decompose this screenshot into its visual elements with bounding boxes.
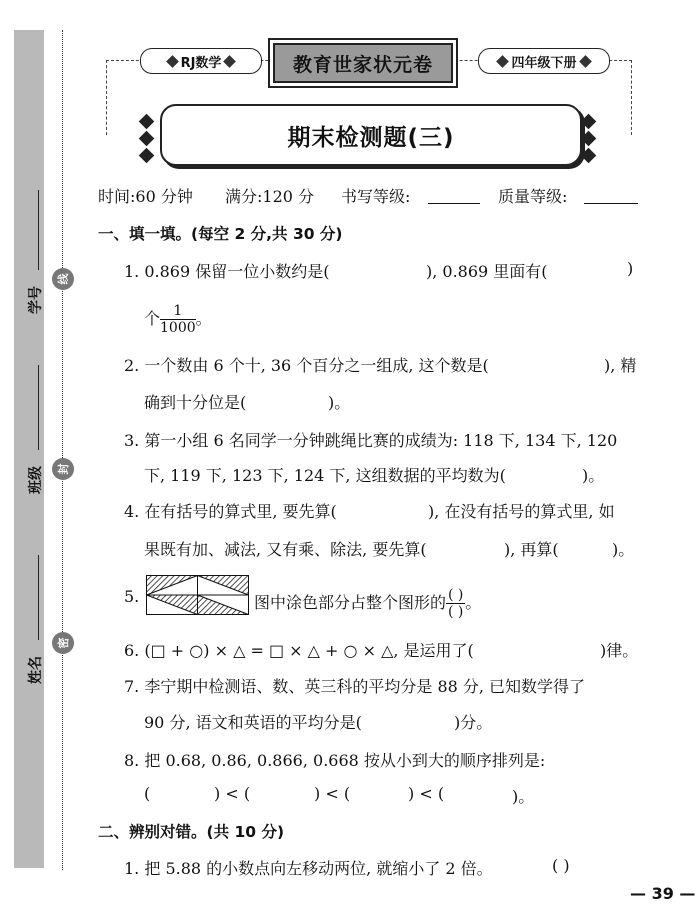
q2-text-c: 确到十分位是( (144, 393, 247, 412)
quality-grade-blank[interactable] (584, 202, 638, 204)
q8-text-a: 8. 把 0.68, 0.86, 0.866, 0.668 按从小到大的顺序排列是: (124, 751, 546, 770)
name-label: 姓名 (28, 656, 44, 684)
cut-line (62, 30, 63, 870)
writing-grade-blank[interactable] (428, 202, 480, 204)
section-1-heading: 一、填一填。(每空 2 分,共 30 分) (98, 225, 343, 243)
section-2-heading: 二、辨别对错。(共 10 分) (98, 823, 285, 841)
page-title: 期末检测题(三) (287, 124, 455, 151)
s2-q1-answer-blank[interactable]: ( ) (552, 856, 570, 875)
q5-denominator-blank[interactable]: ( ) (448, 604, 464, 620)
q1-text-e: 。 (195, 309, 212, 328)
q1-line2 (144, 303, 212, 336)
q5-line (254, 587, 481, 620)
diamond-stack-left (138, 114, 154, 167)
brand-banner (268, 38, 458, 88)
student-id-blank[interactable] (38, 190, 39, 270)
q8-text-b: ( (144, 784, 151, 803)
fraction (160, 303, 196, 336)
q6-text-a: 6. (□ + ○) × △ = □ × △ + ○ × △, 是运用了( (124, 641, 474, 660)
class-label: 班级 (28, 466, 44, 494)
q3-text-a: 3. 第一小组 6 名同学一分钟跳绳比赛的成绩为: 118 下, 134 下, 120 (124, 431, 618, 450)
q5-text-c: 。 (465, 593, 482, 612)
name-blank[interactable] (38, 555, 39, 640)
grade-pill (478, 48, 610, 74)
meta-score: 满分:120 分 (225, 187, 315, 206)
grade-label: 四年级下册 (511, 55, 577, 71)
q4-text-e: )。 (612, 540, 635, 559)
diamond-icon (579, 55, 592, 68)
page-number: — 39 — (630, 884, 696, 903)
q5-text-b: 图中涂色部分占整个图形的 (254, 593, 447, 612)
q4-text-a: 4. 在有括号的算式里, 要先算( (124, 502, 337, 521)
q8-text-f: )。 (512, 787, 535, 806)
q7-text-b: 90 分, 语文和英语的平均分是( (144, 713, 362, 732)
subject-label: RJ数学 (180, 55, 222, 71)
q4-text-d: ), 再算( (504, 540, 559, 559)
q2-text-a: 2. 一个数由 6 个十, 36 个百分之一组成, 这个数是( (124, 356, 489, 375)
q7-text-c: )分。 (454, 713, 493, 732)
diamond-icon (224, 55, 237, 68)
subject-pill (140, 48, 262, 74)
q5-text-a: 5. (124, 587, 140, 606)
q2-text-b: ), 精 (604, 356, 637, 375)
binding-strip (14, 30, 44, 868)
q6-text-b: )律。 (600, 641, 639, 660)
fraction-denominator: 1000 (160, 320, 196, 336)
q8-text-e: ) < ( (408, 784, 445, 803)
meta-quality: 质量等级: (498, 187, 568, 206)
q3-text-b: 下, 119 下, 123 下, 124 下, 这组数据的平均数为( (144, 466, 506, 485)
class-blank[interactable] (38, 365, 39, 450)
s2-q1-text: 1. 把 5.88 的小数点向左移动两位, 就缩小了 2 倍。 (124, 859, 493, 878)
q7-text-a: 7. 李宁期中检测语、数、英三科的平均分是 88 分, 已知数学得了 (124, 677, 586, 696)
q1-text-a: 1. 0.869 保留一位小数约是( (124, 262, 330, 281)
meta-writing: 书写等级: (341, 187, 411, 206)
meta-time: 时间:60 分钟 (98, 187, 193, 206)
q1-text-c: ) (627, 259, 634, 278)
title-box (160, 104, 582, 166)
q3-text-c: )。 (582, 466, 605, 485)
shaded-rectangle-figure (146, 575, 249, 615)
q4-text-b: ), 在没有括号的算式里, 如 (428, 502, 615, 521)
seal-seal: 封 (52, 458, 74, 480)
q1-text-d: 个 (144, 309, 161, 328)
seal-line: 线 (52, 268, 74, 290)
q1-text-b: ), 0.869 里面有( (426, 262, 548, 281)
q8-text-c: ) < ( (214, 784, 251, 803)
q2-text-d: )。 (328, 393, 351, 412)
seal-secret: 密 (52, 632, 74, 654)
diamond-icon (166, 55, 179, 68)
q8-text-d: ) < ( (314, 784, 351, 803)
q4-text-c: 果既有加、减法, 又有乘、除法, 要先算( (144, 540, 427, 559)
fraction-numerator: 1 (160, 303, 196, 320)
q5-numerator-blank[interactable]: ( ) (448, 587, 464, 603)
brand-text: 教育世家状元卷 (292, 53, 433, 76)
student-id-label: 学号 (28, 286, 44, 314)
diamond-icon (497, 55, 510, 68)
q5-fraction-blank[interactable] (446, 587, 465, 620)
diamond-stack-right (580, 114, 596, 167)
